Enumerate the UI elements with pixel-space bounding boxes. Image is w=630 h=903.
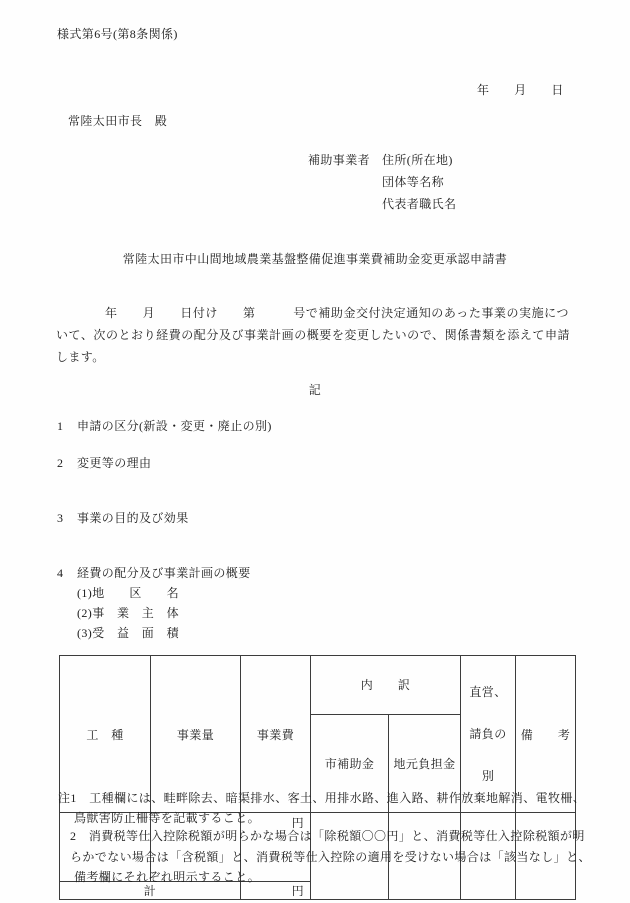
note-line-3 (70, 829, 585, 843)
col-header-remarks: 備 考 (516, 656, 576, 813)
col-header-local-share: 地元負担金 (389, 714, 461, 812)
item-4-number: 4 (57, 566, 64, 580)
subitem-2: (2)事 業 主 体 (77, 606, 179, 620)
note-1-text: 工種欄には、畦畔除去、暗渠排水、客土、用排水路、進入路、耕作放棄地解消、電牧柵、 (89, 791, 586, 805)
cell-cost-unit: 円 (241, 813, 311, 882)
body-line-2: いて、次のとおり経費の配分及び事業計画の概要を変更したいので、関係書類を添えて申請 (56, 328, 571, 342)
col-header-kind: 工 種 (60, 656, 151, 813)
item-4-label: 経費の配分及び事業計画の概要 (77, 566, 251, 580)
applicant-label: 補助事業者 (308, 153, 371, 167)
item-1-number: 1 (57, 419, 64, 433)
note-line-5: 備考欄にそれぞれ明示すること。 (74, 870, 261, 884)
subitem-1: (1)地 区 名 (77, 586, 179, 600)
note-line-4: らかでない場合は「含税額」と、消費税等仕入控除の適用を受けない場合は「該当なし」と、 (70, 850, 591, 864)
applicant-org-line: 団体等名称 (382, 175, 445, 189)
note-line-1 (58, 791, 585, 805)
item-3-label: 事業の目的及び効果 (77, 511, 189, 525)
col-header-city-subsidy: 市補助金 (311, 714, 389, 812)
document-title: 常陸太田市中山間地域農業基盤整備促進事業費補助金変更承認申請書 (122, 252, 508, 266)
item-1-label: 申請の区分(新設・変更・廃止の別) (77, 419, 272, 433)
item-1 (57, 419, 272, 433)
item-2-number: 2 (57, 456, 64, 470)
direct-line-3: 別 (481, 769, 495, 783)
item-2 (57, 456, 151, 470)
record-mark: 記 (308, 383, 322, 397)
total-row-label: 計 (60, 882, 241, 900)
col-header-direct-or-contract (461, 656, 516, 813)
note-1-number: 注1 (58, 791, 90, 805)
body-line-1: 年 月 日付け 第 号で補助金交付決定通知のあった事業の実施につ (105, 306, 569, 320)
addressee: 常陸太田市長 殿 (68, 114, 168, 128)
subitem-3: (3)受 益 面 積 (77, 626, 179, 640)
item-3 (57, 511, 189, 525)
total-cost-unit: 円 (241, 882, 311, 900)
applicant-address-line: 住所(所在地) (382, 153, 453, 167)
item-4 (57, 566, 251, 580)
item-2-label: 変更等の理由 (77, 456, 152, 470)
col-header-cost: 事業費 (241, 656, 311, 813)
form-number: 様式第6号(第8条関係) (57, 27, 178, 41)
applicant-rep-line: 代表者職氏名 (382, 197, 457, 211)
note-2-number: 2 (70, 829, 89, 843)
note-2-text: 消費税等仕入控除税額が明らかな場合は「除税額〇〇円」と、消費税等仕入控除税額が明 (88, 829, 585, 843)
col-header-quantity: 事業量 (151, 656, 241, 813)
body-line-3: します。 (56, 350, 105, 364)
item-3-number: 3 (57, 511, 64, 525)
note-line-2: 鳥獣害防止柵等を記載すること。 (74, 811, 261, 825)
direct-line-2: 請負の (469, 727, 507, 741)
col-header-breakdown: 内 訳 (311, 656, 461, 715)
direct-line-1: 直営、 (469, 685, 507, 699)
date-line: 年 月 日 (477, 83, 564, 97)
